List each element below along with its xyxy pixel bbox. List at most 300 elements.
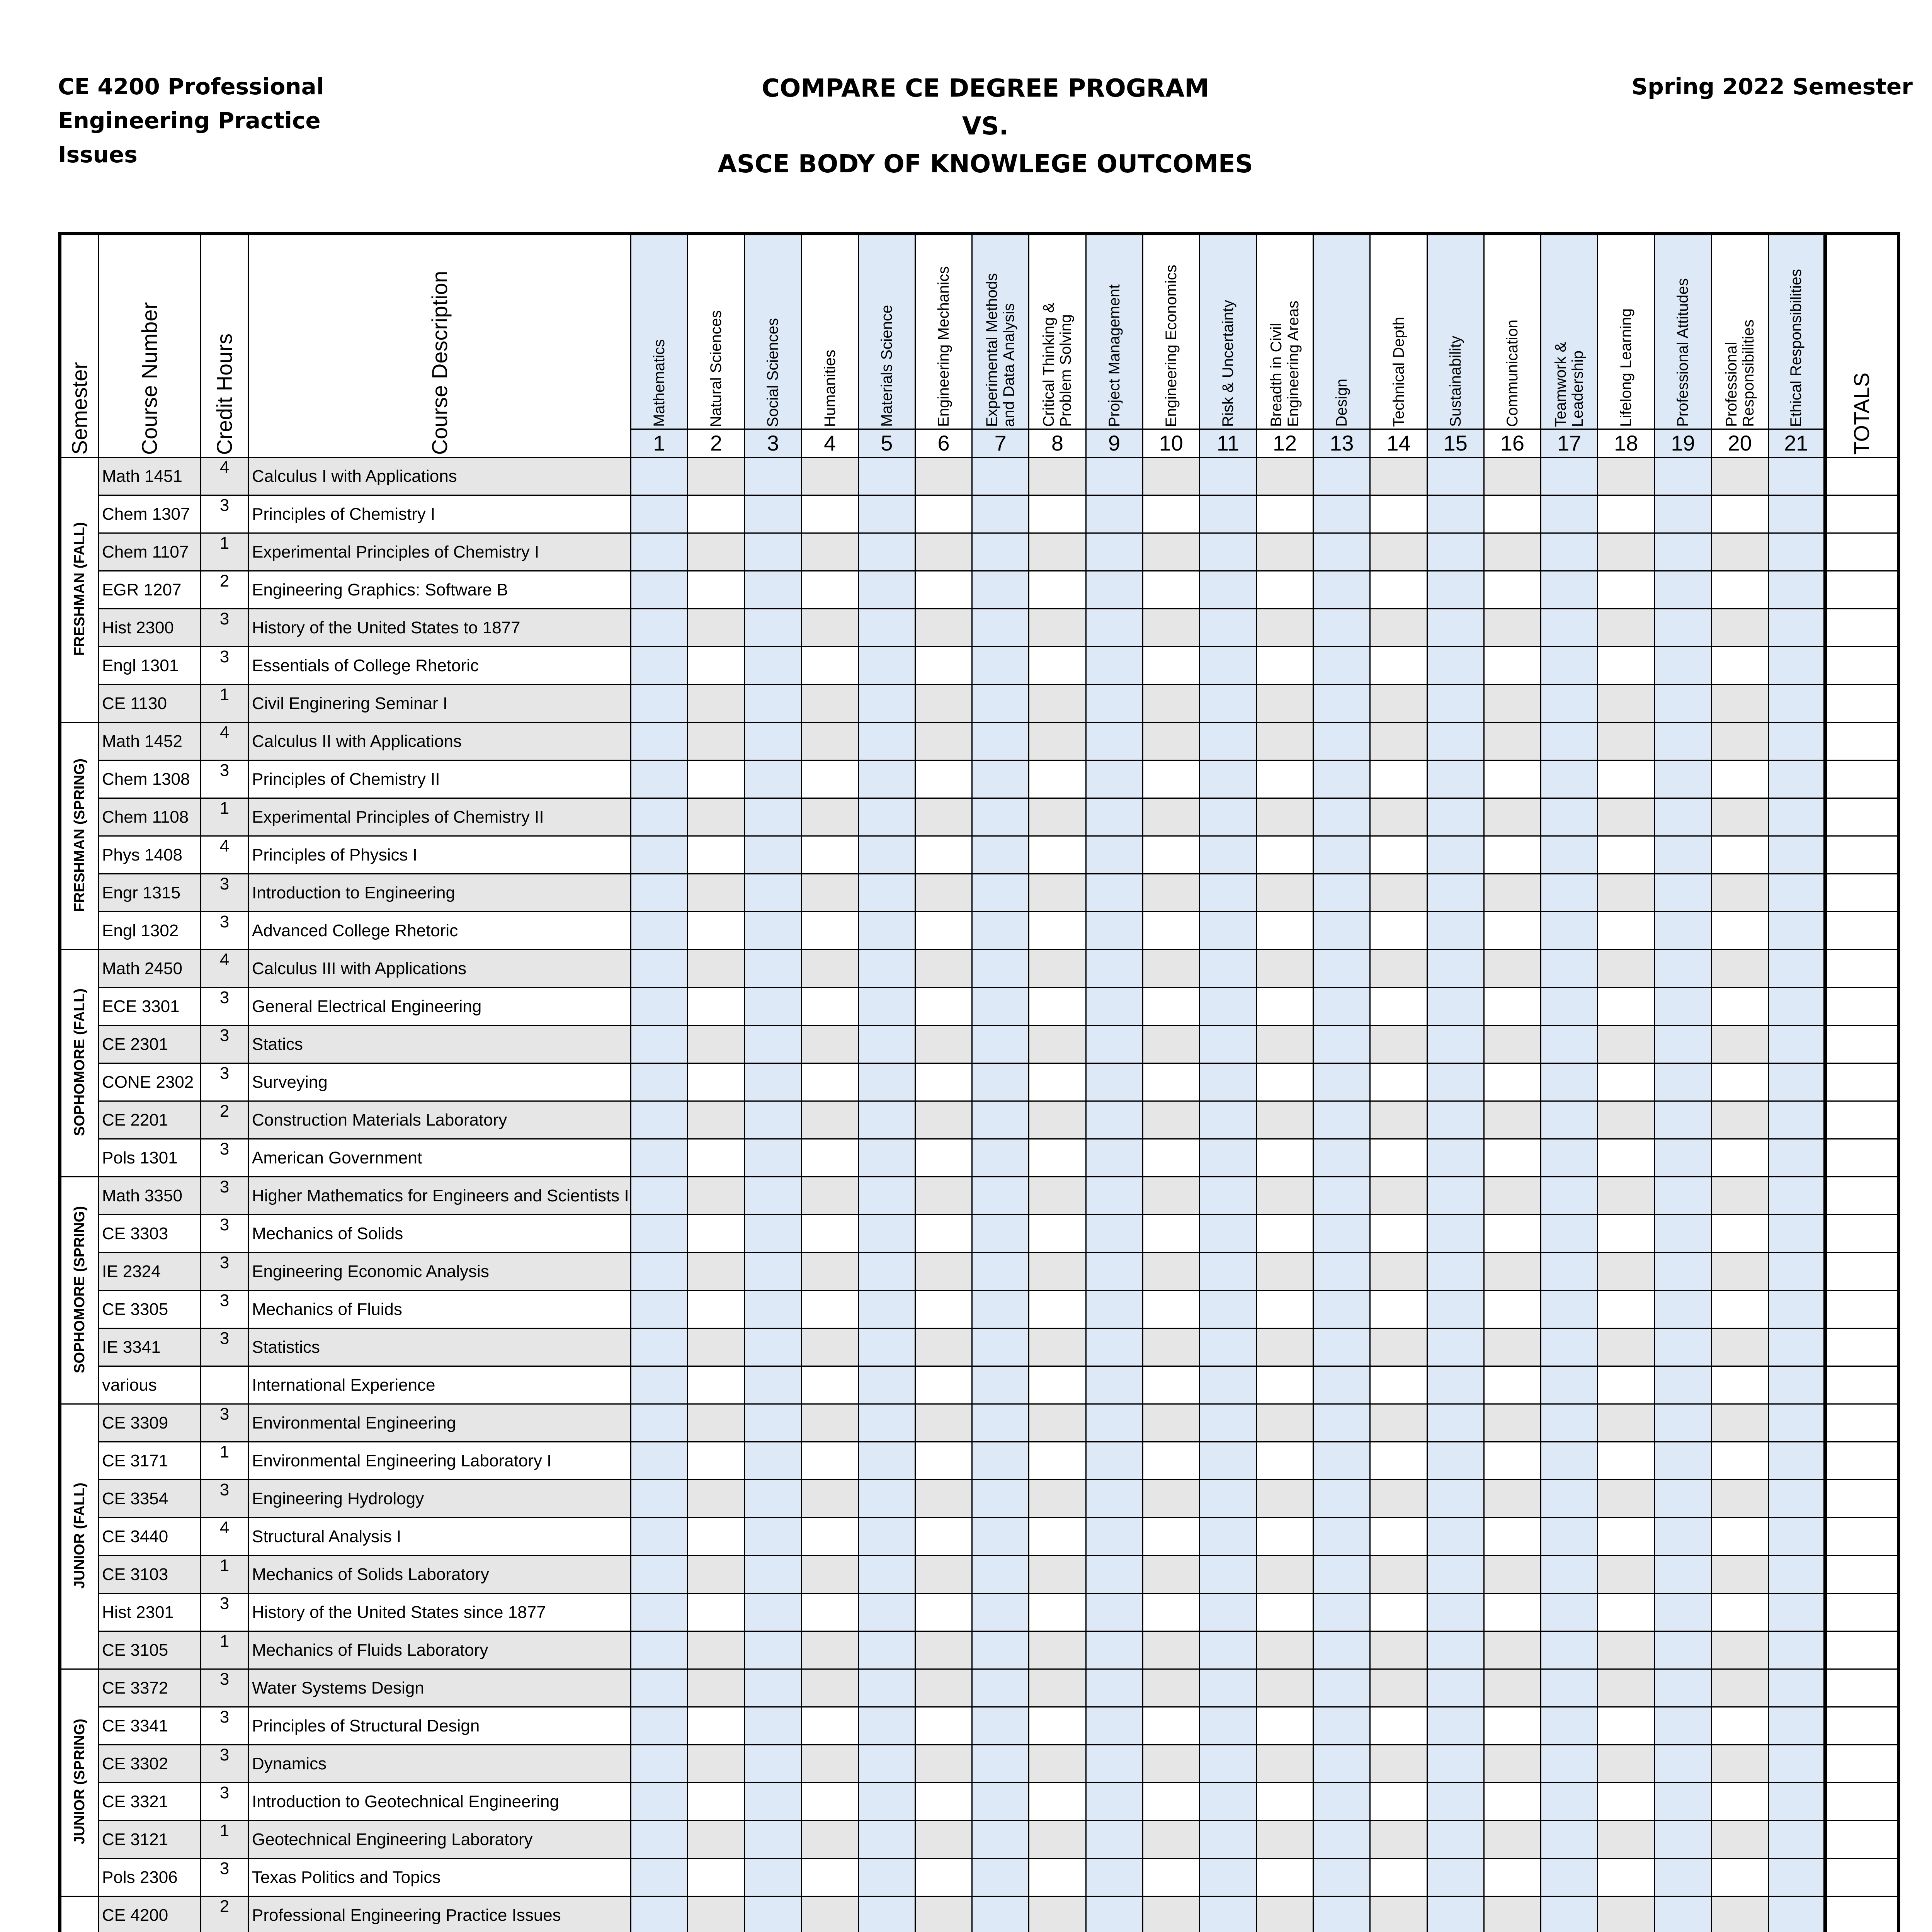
outcome-cell[interactable] bbox=[631, 1063, 688, 1101]
outcome-cell[interactable] bbox=[1313, 1859, 1370, 1896]
outcome-cell[interactable] bbox=[1768, 1139, 1825, 1177]
outcome-cell[interactable] bbox=[1370, 647, 1427, 685]
outcome-cell[interactable] bbox=[1029, 1101, 1086, 1139]
outcome-cell[interactable] bbox=[1086, 760, 1143, 798]
outcome-cell[interactable] bbox=[1711, 1026, 1768, 1063]
outcome-cell[interactable] bbox=[1427, 571, 1484, 609]
outcome-cell[interactable] bbox=[1199, 609, 1256, 647]
outcome-cell[interactable] bbox=[631, 495, 688, 533]
outcome-cell[interactable] bbox=[631, 1480, 688, 1518]
outcome-cell[interactable] bbox=[1541, 1026, 1598, 1063]
outcome-cell[interactable] bbox=[1598, 760, 1655, 798]
outcome-cell[interactable] bbox=[1768, 495, 1825, 533]
outcome-cell[interactable] bbox=[1541, 1518, 1598, 1556]
outcome-cell[interactable] bbox=[1257, 1177, 1313, 1215]
outcome-cell[interactable] bbox=[1199, 1859, 1256, 1896]
outcome-cell[interactable] bbox=[1143, 1480, 1199, 1518]
outcome-cell[interactable] bbox=[1143, 1442, 1199, 1480]
outcome-cell[interactable] bbox=[1655, 1253, 1711, 1291]
outcome-cell[interactable] bbox=[1484, 1669, 1541, 1707]
outcome-cell[interactable] bbox=[1711, 685, 1768, 723]
outcome-cell[interactable] bbox=[1711, 1745, 1768, 1783]
outcome-cell[interactable] bbox=[1143, 457, 1199, 495]
outcome-cell[interactable] bbox=[631, 1366, 688, 1404]
outcome-cell[interactable] bbox=[1370, 874, 1427, 912]
outcome-cell[interactable] bbox=[688, 1177, 745, 1215]
outcome-cell[interactable] bbox=[1257, 1669, 1313, 1707]
outcome-cell[interactable] bbox=[1257, 723, 1313, 760]
outcome-cell[interactable] bbox=[972, 495, 1029, 533]
outcome-cell[interactable] bbox=[858, 533, 915, 571]
outcome-cell[interactable] bbox=[1541, 988, 1598, 1026]
outcome-cell[interactable] bbox=[1655, 1556, 1711, 1594]
outcome-cell[interactable] bbox=[1484, 1556, 1541, 1594]
outcome-cell[interactable] bbox=[1370, 1328, 1427, 1366]
outcome-cell[interactable] bbox=[745, 1745, 801, 1783]
outcome-cell[interactable] bbox=[1370, 1745, 1427, 1783]
outcome-cell[interactable] bbox=[1427, 1669, 1484, 1707]
outcome-cell[interactable] bbox=[1313, 495, 1370, 533]
outcome-cell[interactable] bbox=[688, 1139, 745, 1177]
row-total-cell[interactable] bbox=[1825, 1139, 1898, 1177]
outcome-cell[interactable] bbox=[1655, 1859, 1711, 1896]
outcome-cell[interactable] bbox=[631, 798, 688, 836]
outcome-cell[interactable] bbox=[1768, 1821, 1825, 1859]
outcome-cell[interactable] bbox=[858, 1442, 915, 1480]
outcome-cell[interactable] bbox=[1086, 950, 1143, 988]
outcome-cell[interactable] bbox=[1484, 1177, 1541, 1215]
outcome-cell[interactable] bbox=[801, 912, 858, 950]
outcome-cell[interactable] bbox=[915, 1707, 972, 1745]
outcome-cell[interactable] bbox=[631, 647, 688, 685]
row-total-cell[interactable] bbox=[1825, 1556, 1898, 1594]
outcome-cell[interactable] bbox=[1768, 1631, 1825, 1669]
outcome-cell[interactable] bbox=[1029, 1518, 1086, 1556]
outcome-cell[interactable] bbox=[1370, 950, 1427, 988]
outcome-cell[interactable] bbox=[1598, 798, 1655, 836]
outcome-cell[interactable] bbox=[1598, 1253, 1655, 1291]
outcome-cell[interactable] bbox=[1199, 1556, 1256, 1594]
outcome-cell[interactable] bbox=[1199, 1291, 1256, 1328]
outcome-cell[interactable] bbox=[631, 1101, 688, 1139]
outcome-cell[interactable] bbox=[688, 836, 745, 874]
outcome-cell[interactable] bbox=[1598, 1594, 1655, 1631]
outcome-cell[interactable] bbox=[1541, 609, 1598, 647]
outcome-cell[interactable] bbox=[972, 1101, 1029, 1139]
outcome-cell[interactable] bbox=[1768, 1026, 1825, 1063]
outcome-cell[interactable] bbox=[1598, 1669, 1655, 1707]
outcome-cell[interactable] bbox=[1370, 1366, 1427, 1404]
outcome-cell[interactable] bbox=[801, 1631, 858, 1669]
outcome-cell[interactable] bbox=[1143, 571, 1199, 609]
outcome-cell[interactable] bbox=[858, 457, 915, 495]
row-total-cell[interactable] bbox=[1825, 1291, 1898, 1328]
outcome-cell[interactable] bbox=[1598, 1366, 1655, 1404]
outcome-cell[interactable] bbox=[1541, 1859, 1598, 1896]
outcome-cell[interactable] bbox=[1598, 723, 1655, 760]
outcome-cell[interactable] bbox=[1768, 1707, 1825, 1745]
row-total-cell[interactable] bbox=[1825, 1896, 1898, 1932]
outcome-cell[interactable] bbox=[1257, 874, 1313, 912]
outcome-cell[interactable] bbox=[1143, 1707, 1199, 1745]
outcome-cell[interactable] bbox=[1541, 1821, 1598, 1859]
outcome-cell[interactable] bbox=[1029, 1328, 1086, 1366]
outcome-cell[interactable] bbox=[1313, 1442, 1370, 1480]
outcome-cell[interactable] bbox=[1768, 571, 1825, 609]
outcome-cell[interactable] bbox=[858, 1291, 915, 1328]
outcome-cell[interactable] bbox=[915, 723, 972, 760]
outcome-cell[interactable] bbox=[1711, 1631, 1768, 1669]
outcome-cell[interactable] bbox=[1257, 1594, 1313, 1631]
outcome-cell[interactable] bbox=[858, 1821, 915, 1859]
outcome-cell[interactable] bbox=[1541, 1594, 1598, 1631]
outcome-cell[interactable] bbox=[1427, 1896, 1484, 1932]
outcome-cell[interactable] bbox=[1029, 1480, 1086, 1518]
outcome-cell[interactable] bbox=[972, 1026, 1029, 1063]
outcome-cell[interactable] bbox=[1029, 1821, 1086, 1859]
outcome-cell[interactable] bbox=[688, 533, 745, 571]
outcome-cell[interactable] bbox=[1711, 1821, 1768, 1859]
outcome-cell[interactable] bbox=[1427, 1366, 1484, 1404]
outcome-cell[interactable] bbox=[1143, 988, 1199, 1026]
row-total-cell[interactable] bbox=[1825, 723, 1898, 760]
outcome-cell[interactable] bbox=[915, 647, 972, 685]
outcome-cell[interactable] bbox=[1143, 1745, 1199, 1783]
outcome-cell[interactable] bbox=[1427, 1480, 1484, 1518]
outcome-cell[interactable] bbox=[1143, 1253, 1199, 1291]
outcome-cell[interactable] bbox=[1086, 1859, 1143, 1896]
outcome-cell[interactable] bbox=[1086, 1026, 1143, 1063]
outcome-cell[interactable] bbox=[1541, 1745, 1598, 1783]
outcome-cell[interactable] bbox=[801, 571, 858, 609]
outcome-cell[interactable] bbox=[972, 1707, 1029, 1745]
outcome-cell[interactable] bbox=[858, 1594, 915, 1631]
outcome-cell[interactable] bbox=[1484, 836, 1541, 874]
outcome-cell[interactable] bbox=[1711, 723, 1768, 760]
outcome-cell[interactable] bbox=[1370, 1177, 1427, 1215]
outcome-cell[interactable] bbox=[745, 1631, 801, 1669]
outcome-cell[interactable] bbox=[858, 1177, 915, 1215]
outcome-cell[interactable] bbox=[1711, 798, 1768, 836]
outcome-cell[interactable] bbox=[1199, 1101, 1256, 1139]
outcome-cell[interactable] bbox=[1427, 1253, 1484, 1291]
outcome-cell[interactable] bbox=[915, 495, 972, 533]
outcome-cell[interactable] bbox=[1768, 760, 1825, 798]
outcome-cell[interactable] bbox=[1143, 912, 1199, 950]
outcome-cell[interactable] bbox=[1086, 1291, 1143, 1328]
outcome-cell[interactable] bbox=[1143, 1139, 1199, 1177]
outcome-cell[interactable] bbox=[858, 1063, 915, 1101]
outcome-cell[interactable] bbox=[1086, 457, 1143, 495]
row-total-cell[interactable] bbox=[1825, 1177, 1898, 1215]
outcome-cell[interactable] bbox=[688, 1745, 745, 1783]
outcome-cell[interactable] bbox=[688, 1328, 745, 1366]
outcome-cell[interactable] bbox=[1655, 1328, 1711, 1366]
outcome-cell[interactable] bbox=[1541, 1480, 1598, 1518]
outcome-cell[interactable] bbox=[915, 912, 972, 950]
outcome-cell[interactable] bbox=[1768, 1896, 1825, 1932]
outcome-cell[interactable] bbox=[1370, 723, 1427, 760]
outcome-cell[interactable] bbox=[1257, 1328, 1313, 1366]
outcome-cell[interactable] bbox=[972, 1859, 1029, 1896]
outcome-cell[interactable] bbox=[915, 1859, 972, 1896]
outcome-cell[interactable] bbox=[1427, 1328, 1484, 1366]
outcome-cell[interactable] bbox=[1655, 760, 1711, 798]
outcome-cell[interactable] bbox=[1427, 1063, 1484, 1101]
outcome-cell[interactable] bbox=[1484, 1404, 1541, 1442]
outcome-cell[interactable] bbox=[745, 1063, 801, 1101]
outcome-cell[interactable] bbox=[631, 1821, 688, 1859]
outcome-cell[interactable] bbox=[1370, 1783, 1427, 1821]
outcome-cell[interactable] bbox=[1427, 1177, 1484, 1215]
outcome-cell[interactable] bbox=[972, 1366, 1029, 1404]
outcome-cell[interactable] bbox=[1029, 685, 1086, 723]
outcome-cell[interactable] bbox=[1313, 760, 1370, 798]
outcome-cell[interactable] bbox=[631, 457, 688, 495]
outcome-cell[interactable] bbox=[631, 1594, 688, 1631]
outcome-cell[interactable] bbox=[1199, 1480, 1256, 1518]
outcome-cell[interactable] bbox=[1541, 685, 1598, 723]
outcome-cell[interactable] bbox=[915, 950, 972, 988]
outcome-cell[interactable] bbox=[1370, 836, 1427, 874]
outcome-cell[interactable] bbox=[1370, 533, 1427, 571]
outcome-cell[interactable] bbox=[1370, 1253, 1427, 1291]
outcome-cell[interactable] bbox=[1313, 647, 1370, 685]
outcome-cell[interactable] bbox=[1541, 836, 1598, 874]
outcome-cell[interactable] bbox=[801, 1253, 858, 1291]
outcome-cell[interactable] bbox=[1029, 1215, 1086, 1253]
outcome-cell[interactable] bbox=[631, 1291, 688, 1328]
outcome-cell[interactable] bbox=[972, 723, 1029, 760]
outcome-cell[interactable] bbox=[1143, 533, 1199, 571]
outcome-cell[interactable] bbox=[1598, 609, 1655, 647]
outcome-cell[interactable] bbox=[1199, 571, 1256, 609]
outcome-cell[interactable] bbox=[1711, 1063, 1768, 1101]
outcome-cell[interactable] bbox=[1711, 647, 1768, 685]
outcome-cell[interactable] bbox=[915, 1063, 972, 1101]
outcome-cell[interactable] bbox=[1655, 1177, 1711, 1215]
outcome-cell[interactable] bbox=[745, 1707, 801, 1745]
outcome-cell[interactable] bbox=[745, 571, 801, 609]
outcome-cell[interactable] bbox=[915, 1783, 972, 1821]
outcome-cell[interactable] bbox=[688, 1631, 745, 1669]
outcome-cell[interactable] bbox=[1313, 1101, 1370, 1139]
outcome-cell[interactable] bbox=[1541, 571, 1598, 609]
outcome-cell[interactable] bbox=[858, 1480, 915, 1518]
outcome-cell[interactable] bbox=[1199, 1139, 1256, 1177]
outcome-cell[interactable] bbox=[688, 760, 745, 798]
outcome-cell[interactable] bbox=[858, 836, 915, 874]
outcome-cell[interactable] bbox=[801, 1291, 858, 1328]
outcome-cell[interactable] bbox=[1199, 950, 1256, 988]
outcome-cell[interactable] bbox=[801, 1669, 858, 1707]
outcome-cell[interactable] bbox=[915, 1366, 972, 1404]
outcome-cell[interactable] bbox=[915, 1026, 972, 1063]
outcome-cell[interactable] bbox=[1655, 1631, 1711, 1669]
outcome-cell[interactable] bbox=[1029, 798, 1086, 836]
outcome-cell[interactable] bbox=[1370, 1442, 1427, 1480]
row-total-cell[interactable] bbox=[1825, 1518, 1898, 1556]
outcome-cell[interactable] bbox=[858, 1783, 915, 1821]
outcome-cell[interactable] bbox=[1257, 1063, 1313, 1101]
outcome-cell[interactable] bbox=[1257, 1745, 1313, 1783]
outcome-cell[interactable] bbox=[1598, 874, 1655, 912]
outcome-cell[interactable] bbox=[1541, 1328, 1598, 1366]
outcome-cell[interactable] bbox=[1598, 988, 1655, 1026]
outcome-cell[interactable] bbox=[1029, 457, 1086, 495]
outcome-cell[interactable] bbox=[1257, 798, 1313, 836]
outcome-cell[interactable] bbox=[1427, 1101, 1484, 1139]
outcome-cell[interactable] bbox=[1199, 647, 1256, 685]
outcome-cell[interactable] bbox=[915, 685, 972, 723]
outcome-cell[interactable] bbox=[1768, 988, 1825, 1026]
outcome-cell[interactable] bbox=[801, 874, 858, 912]
outcome-cell[interactable] bbox=[1086, 1063, 1143, 1101]
outcome-cell[interactable] bbox=[1257, 1139, 1313, 1177]
outcome-cell[interactable] bbox=[1484, 647, 1541, 685]
outcome-cell[interactable] bbox=[801, 836, 858, 874]
outcome-cell[interactable] bbox=[801, 495, 858, 533]
outcome-cell[interactable] bbox=[1541, 1783, 1598, 1821]
outcome-cell[interactable] bbox=[972, 1215, 1029, 1253]
outcome-cell[interactable] bbox=[688, 1291, 745, 1328]
outcome-cell[interactable] bbox=[745, 1556, 801, 1594]
outcome-cell[interactable] bbox=[1711, 571, 1768, 609]
outcome-cell[interactable] bbox=[801, 1215, 858, 1253]
outcome-cell[interactable] bbox=[1143, 1215, 1199, 1253]
outcome-cell[interactable] bbox=[1427, 1556, 1484, 1594]
row-total-cell[interactable] bbox=[1825, 1101, 1898, 1139]
outcome-cell[interactable] bbox=[631, 685, 688, 723]
outcome-cell[interactable] bbox=[1711, 1783, 1768, 1821]
outcome-cell[interactable] bbox=[1484, 1328, 1541, 1366]
outcome-cell[interactable] bbox=[858, 1859, 915, 1896]
outcome-cell[interactable] bbox=[1655, 571, 1711, 609]
outcome-cell[interactable] bbox=[1768, 1291, 1825, 1328]
outcome-cell[interactable] bbox=[1143, 760, 1199, 798]
outcome-cell[interactable] bbox=[1711, 1518, 1768, 1556]
outcome-cell[interactable] bbox=[631, 1518, 688, 1556]
outcome-cell[interactable] bbox=[1541, 1669, 1598, 1707]
outcome-cell[interactable] bbox=[1143, 1859, 1199, 1896]
outcome-cell[interactable] bbox=[1143, 1404, 1199, 1442]
outcome-cell[interactable] bbox=[1257, 1821, 1313, 1859]
outcome-cell[interactable] bbox=[1029, 988, 1086, 1026]
outcome-cell[interactable] bbox=[1484, 1253, 1541, 1291]
outcome-cell[interactable] bbox=[1086, 1745, 1143, 1783]
outcome-cell[interactable] bbox=[1370, 1556, 1427, 1594]
outcome-cell[interactable] bbox=[858, 1707, 915, 1745]
outcome-cell[interactable] bbox=[1484, 1594, 1541, 1631]
outcome-cell[interactable] bbox=[1711, 1480, 1768, 1518]
outcome-cell[interactable] bbox=[1143, 798, 1199, 836]
outcome-cell[interactable] bbox=[1086, 1366, 1143, 1404]
outcome-cell[interactable] bbox=[1541, 1366, 1598, 1404]
outcome-cell[interactable] bbox=[1257, 1404, 1313, 1442]
outcome-cell[interactable] bbox=[1313, 571, 1370, 609]
outcome-cell[interactable] bbox=[1029, 1366, 1086, 1404]
outcome-cell[interactable] bbox=[1370, 1669, 1427, 1707]
outcome-cell[interactable] bbox=[1711, 1328, 1768, 1366]
outcome-cell[interactable] bbox=[745, 1821, 801, 1859]
outcome-cell[interactable] bbox=[1655, 912, 1711, 950]
outcome-cell[interactable] bbox=[858, 874, 915, 912]
outcome-cell[interactable] bbox=[1313, 1215, 1370, 1253]
row-total-cell[interactable] bbox=[1825, 836, 1898, 874]
outcome-cell[interactable] bbox=[1370, 798, 1427, 836]
outcome-cell[interactable] bbox=[1655, 950, 1711, 988]
outcome-cell[interactable] bbox=[745, 1366, 801, 1404]
outcome-cell[interactable] bbox=[1143, 1063, 1199, 1101]
outcome-cell[interactable] bbox=[915, 609, 972, 647]
outcome-cell[interactable] bbox=[1427, 798, 1484, 836]
outcome-cell[interactable] bbox=[972, 760, 1029, 798]
outcome-cell[interactable] bbox=[631, 1442, 688, 1480]
outcome-cell[interactable] bbox=[745, 1404, 801, 1442]
outcome-cell[interactable] bbox=[1086, 1556, 1143, 1594]
outcome-cell[interactable] bbox=[688, 685, 745, 723]
row-total-cell[interactable] bbox=[1825, 495, 1898, 533]
outcome-cell[interactable] bbox=[1313, 1366, 1370, 1404]
outcome-cell[interactable] bbox=[1711, 1442, 1768, 1480]
outcome-cell[interactable] bbox=[1257, 1707, 1313, 1745]
outcome-cell[interactable] bbox=[1655, 685, 1711, 723]
outcome-cell[interactable] bbox=[745, 647, 801, 685]
outcome-cell[interactable] bbox=[1143, 1177, 1199, 1215]
outcome-cell[interactable] bbox=[801, 1480, 858, 1518]
outcome-cell[interactable] bbox=[972, 685, 1029, 723]
outcome-cell[interactable] bbox=[631, 1745, 688, 1783]
outcome-cell[interactable] bbox=[1086, 723, 1143, 760]
outcome-cell[interactable] bbox=[1598, 1404, 1655, 1442]
outcome-cell[interactable] bbox=[1313, 1480, 1370, 1518]
outcome-cell[interactable] bbox=[1427, 1859, 1484, 1896]
row-total-cell[interactable] bbox=[1825, 912, 1898, 950]
outcome-cell[interactable] bbox=[1313, 1063, 1370, 1101]
outcome-cell[interactable] bbox=[1086, 1669, 1143, 1707]
row-total-cell[interactable] bbox=[1825, 1480, 1898, 1518]
outcome-cell[interactable] bbox=[1484, 912, 1541, 950]
outcome-cell[interactable] bbox=[1427, 495, 1484, 533]
outcome-cell[interactable] bbox=[1029, 1253, 1086, 1291]
outcome-cell[interactable] bbox=[1711, 1101, 1768, 1139]
outcome-cell[interactable] bbox=[1655, 1821, 1711, 1859]
outcome-cell[interactable] bbox=[1086, 685, 1143, 723]
outcome-cell[interactable] bbox=[858, 571, 915, 609]
outcome-cell[interactable] bbox=[1768, 1518, 1825, 1556]
outcome-cell[interactable] bbox=[1313, 1669, 1370, 1707]
outcome-cell[interactable] bbox=[688, 1101, 745, 1139]
outcome-cell[interactable] bbox=[1313, 1821, 1370, 1859]
outcome-cell[interactable] bbox=[1484, 1518, 1541, 1556]
outcome-cell[interactable] bbox=[688, 1480, 745, 1518]
outcome-cell[interactable] bbox=[1370, 1518, 1427, 1556]
outcome-cell[interactable] bbox=[1768, 1215, 1825, 1253]
outcome-cell[interactable] bbox=[1711, 1139, 1768, 1177]
outcome-cell[interactable] bbox=[1711, 950, 1768, 988]
outcome-cell[interactable] bbox=[1143, 1101, 1199, 1139]
outcome-cell[interactable] bbox=[1313, 723, 1370, 760]
outcome-cell[interactable] bbox=[745, 1783, 801, 1821]
outcome-cell[interactable] bbox=[1029, 1631, 1086, 1669]
outcome-cell[interactable] bbox=[801, 609, 858, 647]
outcome-cell[interactable] bbox=[1257, 1480, 1313, 1518]
outcome-cell[interactable] bbox=[688, 874, 745, 912]
outcome-cell[interactable] bbox=[1768, 1556, 1825, 1594]
outcome-cell[interactable] bbox=[688, 950, 745, 988]
outcome-cell[interactable] bbox=[858, 647, 915, 685]
outcome-cell[interactable] bbox=[1484, 1707, 1541, 1745]
